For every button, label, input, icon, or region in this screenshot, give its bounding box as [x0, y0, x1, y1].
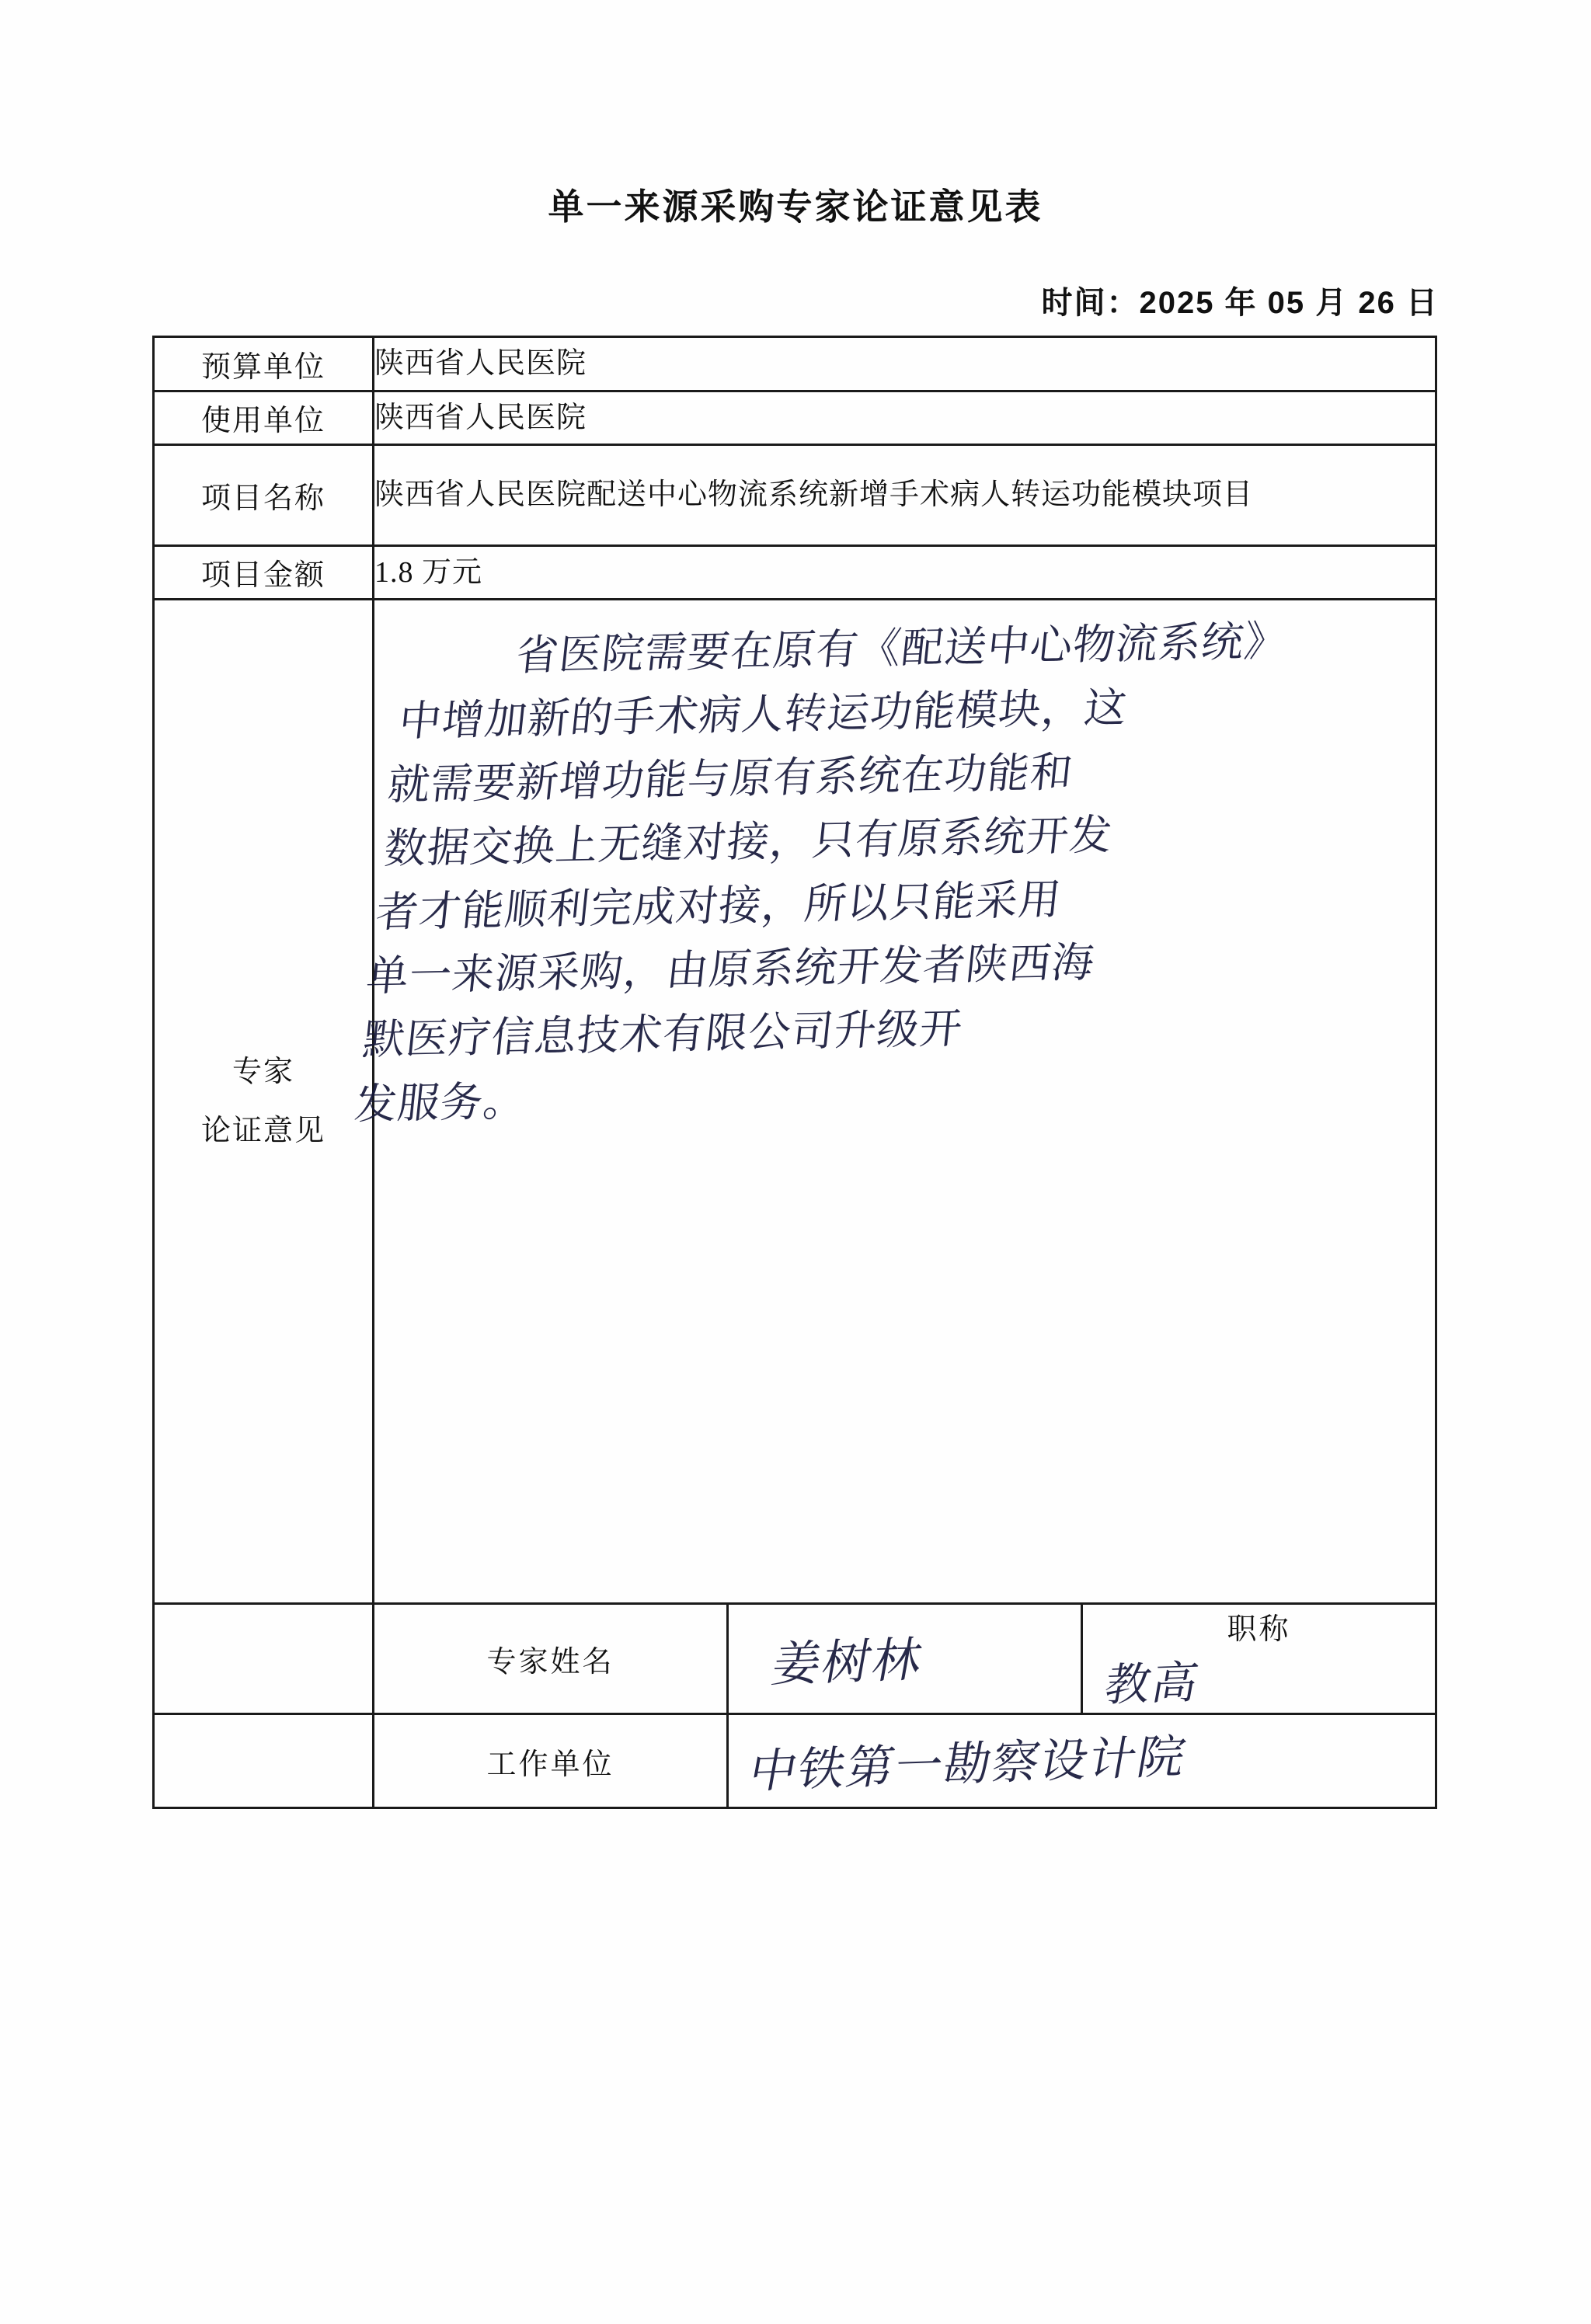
signature-ink: 中铁第一勘察设计院 — [745, 1729, 1192, 1800]
expert-title-cell — [1082, 1604, 1436, 1714]
handwritten-line: 中增加新的手术病人转运功能模块，这 — [396, 683, 1130, 746]
handwritten-line: 发服务。 — [352, 1076, 529, 1129]
expert-opinion-label-line1: 专家 — [232, 1056, 294, 1088]
date-row — [0, 278, 1591, 322]
handwritten-line: 者才能顺利完成对接，所以只能采用 — [374, 875, 1064, 938]
expert-name-spacer — [154, 1604, 374, 1714]
handwritten-line: 默医疗信息技术有限公司升级开 — [360, 1004, 966, 1065]
page-title: 单一来源采购专家论证意见表 — [548, 186, 1043, 227]
form-table-wrapper — [152, 336, 1437, 1809]
expert-name-signature — [728, 1604, 1082, 1714]
work-unit-spacer — [154, 1714, 374, 1808]
expert-title-label: 职称 — [1227, 1613, 1291, 1646]
handwritten-line: 单一来源采购，由原系统开发者陕西海 — [364, 938, 1098, 1001]
project-name-label: 项目名称 — [154, 445, 374, 546]
table-row-work-unit — [154, 1714, 1436, 1808]
document-date: 时间：2025 年 05 月 26 日 — [1041, 286, 1439, 320]
budget-unit-value: 陕西省人民医院 — [374, 337, 1436, 391]
expert-opinion-form — [152, 336, 1437, 1809]
handwritten-line: 数据交换上无缝对接，只有原系统开发 — [381, 810, 1116, 874]
table-row-expert-name — [154, 1604, 1436, 1714]
handwritten-line: 就需要新增功能与原有系统在功能和 — [385, 747, 1076, 810]
expert-name-label: 专家姓名 — [374, 1604, 728, 1714]
expert-opinion-value — [352, 600, 1436, 1604]
work-unit-label: 工作单位 — [374, 1714, 728, 1808]
table-row-project-name — [154, 445, 1436, 546]
handwritten-line: 省医院需要在原有《配送中心物流系统》 — [514, 616, 1290, 680]
table-row-using-unit — [154, 391, 1436, 445]
table-row-expert-opinion — [154, 600, 1436, 1604]
signature-ink: 教高 — [1100, 1655, 1204, 1712]
handwritten-opinion-text — [270, 580, 1437, 1602]
using-unit-value: 陕西省人民医院 — [374, 391, 1436, 445]
project-amount-label: 项目金额 — [154, 545, 374, 600]
budget-unit-label: 预算单位 — [154, 337, 374, 391]
using-unit-label: 使用单位 — [154, 391, 374, 445]
table-row-budget-unit — [154, 337, 1436, 391]
project-amount-value: 1.8 万元 — [374, 545, 1436, 600]
work-unit-signature — [728, 1714, 1436, 1808]
project-name-value: 陕西省人民医院配送中心物流系统新增手术病人转运功能模块项目 — [374, 445, 1436, 546]
expert-opinion-label-line2: 论证意见 — [200, 1115, 326, 1147]
signature-ink: 姜树林 — [768, 1630, 928, 1693]
